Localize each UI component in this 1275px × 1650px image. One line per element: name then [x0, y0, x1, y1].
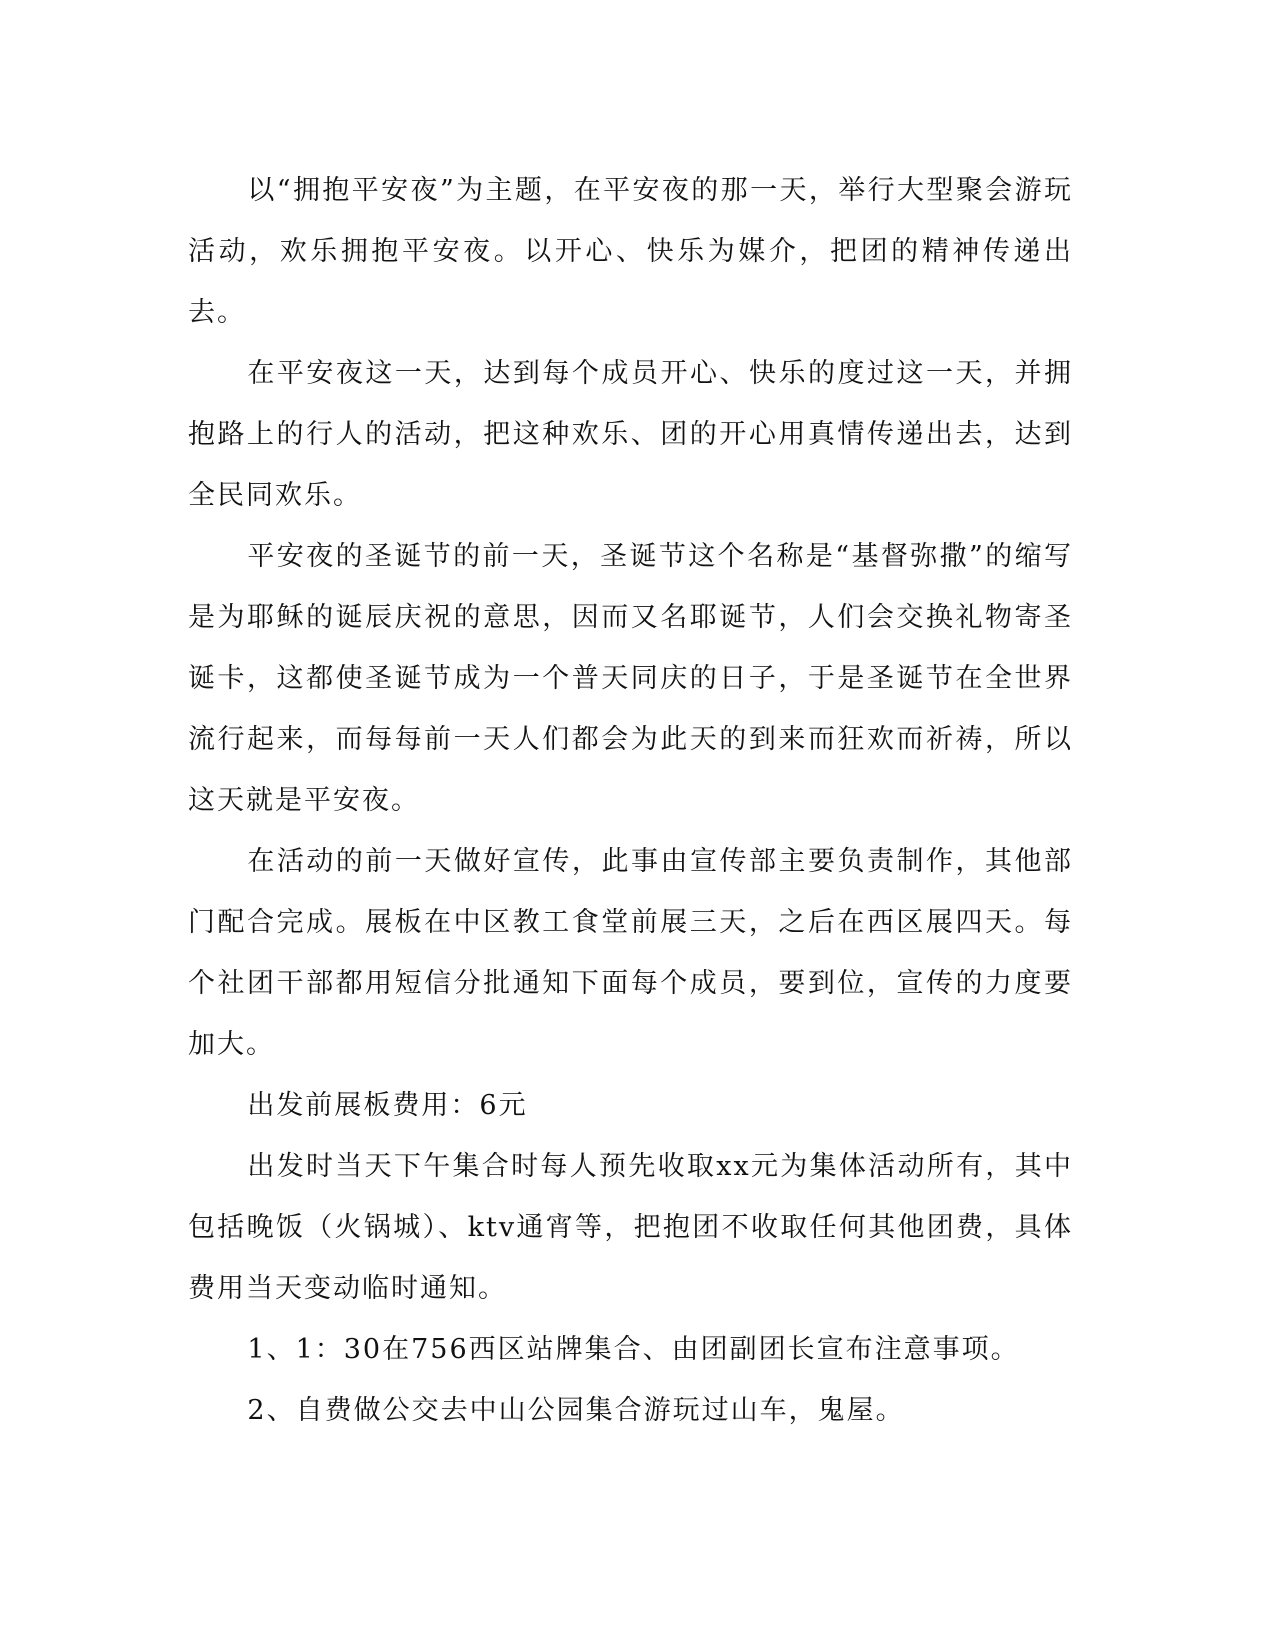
paragraph-background: 平安夜的圣诞节的前一天，圣诞节这个名称是“基督弥撒”的缩写是为耶稣的诞辰庆祝的意思，因而又名耶诞节，人们会交换礼物寄圣诞卡，这都使圣诞节成为一个普天同庆的日子，于是圣诞节在全世界流行起来，而每每前一天人们都会为此天的到来而狂欢而祈祷，所以这天就是平安夜。 [188, 541, 1073, 816]
paragraph-fees: 出发时当天下午集合时每人预先收取xx元为集体活动所有，其中包括晚饭（火锅城）、ktv通宵等，把抱团不收取任何其他团费，具体费用当天变动临时通知。 [188, 1151, 1073, 1304]
paragraph-goal: 在平安夜这一天，达到每个成员开心、快乐的度过这一天，并拥抱路上的行人的活动，把这种欢乐、团的开心用真情传递出去，达到全民同欢乐。 [188, 358, 1073, 511]
paragraph-step-2: 2、自费做公交去中山公园集合游玩过山车，鬼屋。 [247, 1395, 905, 1426]
paragraph-publicity: 在活动的前一天做好宣传，此事由宣传部主要负责制作，其他部门配合完成。展板在中区教工食堂前展三天，之后在西区展四天。每个社团干部都用短信分批通知下面每个成员，要到位，宣传的力度要加大。 [188, 846, 1073, 1060]
paragraph-board-cost: 出发前展板费用：6元 [247, 1090, 528, 1121]
paragraph-theme: 以“拥抱平安夜”为主题，在平安夜的那一天，举行大型聚会游玩活动，欢乐拥抱平安夜。以开心、快乐为媒介，把团的精神传递出去。 [188, 175, 1073, 328]
paragraph-step-1: 1、1：30在756西区站牌集合、由团副团长宣布注意事项。 [247, 1334, 1020, 1365]
document-body [188, 160, 1073, 1441]
